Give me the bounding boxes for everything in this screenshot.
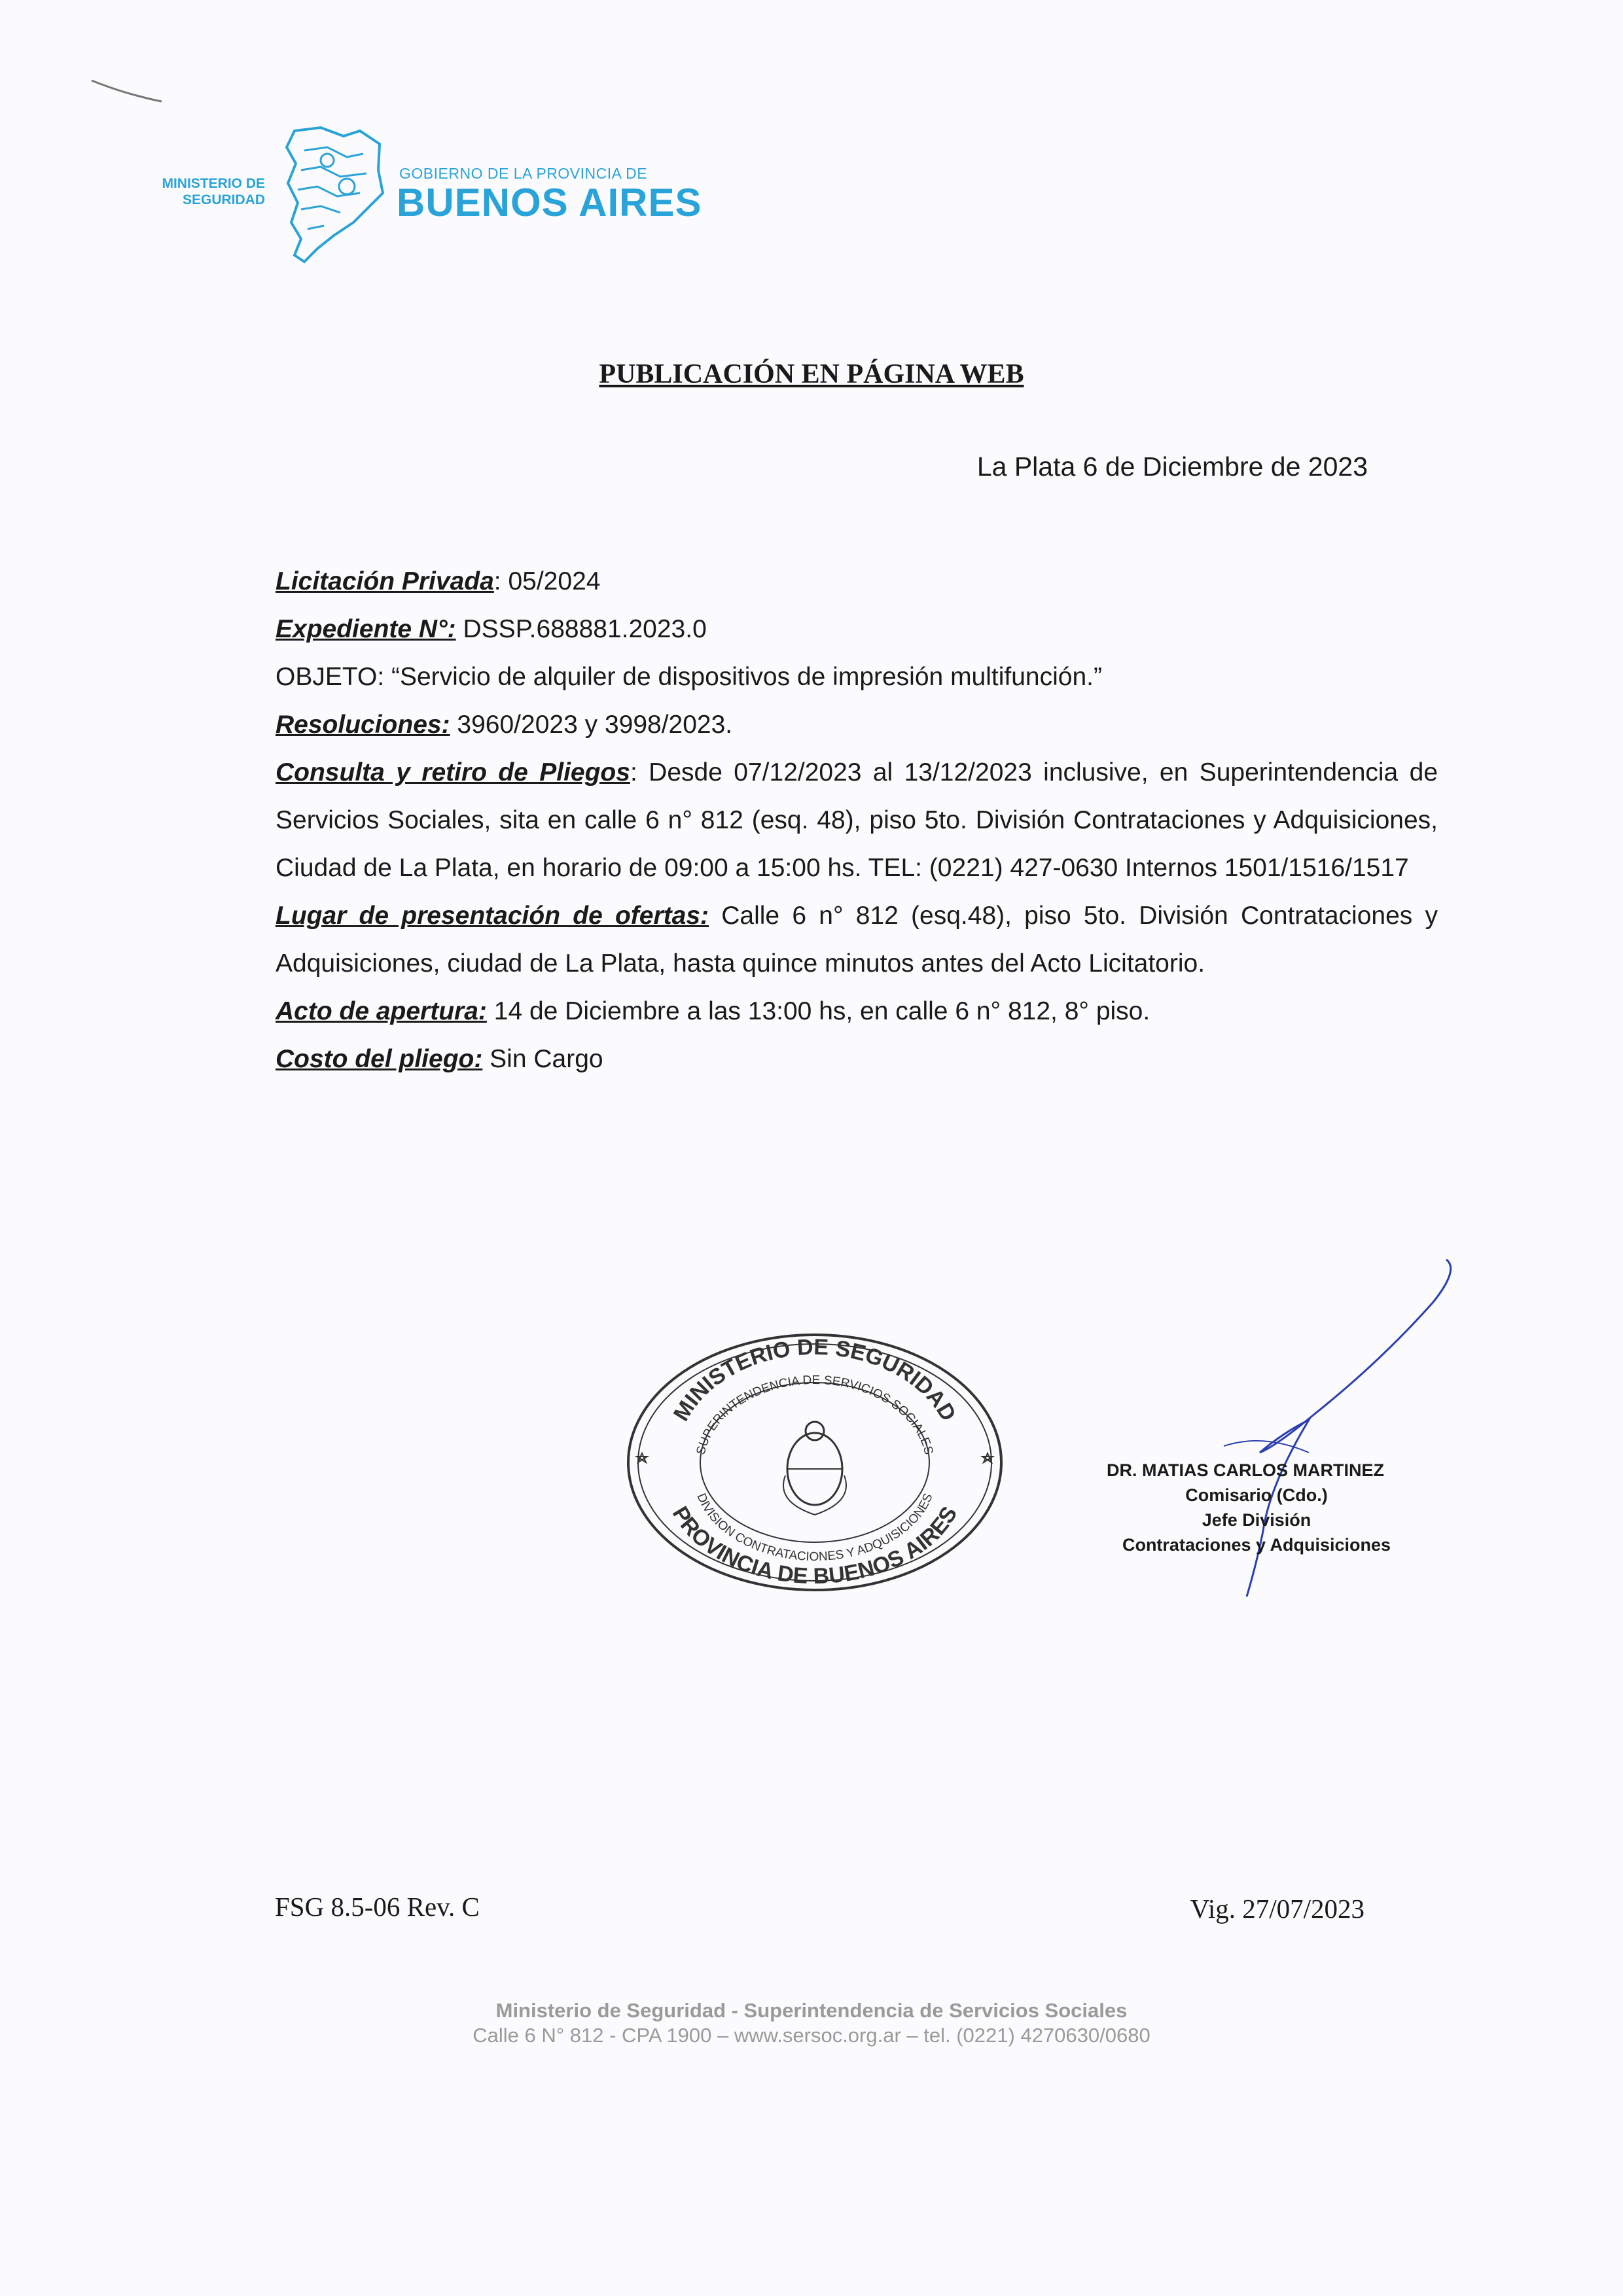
ministry-logo-text xyxy=(147,175,265,208)
expediente-label: Expediente N°: xyxy=(276,615,456,643)
document-date: La Plata 6 de Diciembre de 2023 xyxy=(976,451,1368,482)
resoluciones-value: 3960/2023 y 3998/2023. xyxy=(457,711,733,739)
tender-details xyxy=(276,557,1438,1083)
licitacion-value: 05/2024 xyxy=(508,567,601,595)
licitacion-row xyxy=(276,557,1438,605)
government-line: GOBIERNO DE LA PROVINCIA DE xyxy=(399,165,648,182)
signatory-name: DR. MATIAS CARLOS MARTINEZ xyxy=(1107,1460,1384,1480)
validity-date: Vig. 27/07/2023 xyxy=(1190,1894,1364,1924)
expediente-sep xyxy=(456,615,463,643)
consulta-sep: : xyxy=(630,758,649,786)
signatory-block xyxy=(1093,1458,1420,1557)
acto-row xyxy=(276,987,1438,1035)
province-name: BUENOS AIRES xyxy=(397,181,702,224)
costo-row xyxy=(276,1035,1438,1083)
acto-label: Acto de apertura: xyxy=(276,997,487,1025)
acto-sep xyxy=(487,997,494,1025)
consulta-label: Consulta y retiro de Pliegos xyxy=(276,758,630,786)
footer-address: Calle 6 N° 812 - CPA 1900 – www.sersoc.org.ar – tel. (0221) 4270630/0680 xyxy=(473,2024,1150,2047)
resoluciones-label: Resoluciones: xyxy=(276,711,450,739)
handwritten-signature xyxy=(1185,1256,1466,1623)
expediente-value: DSSP.688881.2023.0 xyxy=(463,615,707,643)
lugar-value: Calle 6 n° 812 (esq.48), piso 5to. División Contrataciones y Adquisiciones, ciudad de La Plata, hasta quince minutos antes del Acto Licitatorio. xyxy=(276,902,1438,978)
expediente-row xyxy=(276,605,1438,653)
costo-label: Costo del pliego: xyxy=(276,1045,483,1073)
objeto-row: OBJETO: “Servicio de alquiler de dispositivos de impresión multifunción.” xyxy=(276,663,1102,691)
signatory-rank: Comisario (Cdo.) xyxy=(1185,1485,1328,1505)
pen-mark xyxy=(88,75,167,108)
svg-text:SUPERINTENDENCIA DE SERVICIOS xyxy=(694,1373,936,1456)
seal-outer-bottom: PROVINCIA DE BUENOS AIRES xyxy=(667,1502,963,1589)
province-map-logo-icon xyxy=(281,124,386,265)
licitacion-sep: : xyxy=(493,567,508,595)
licitacion-label: Licitación Privada xyxy=(276,567,494,595)
consulta-value: Desde 07/12/2023 al 13/12/2023 inclusive, en Superintendencia de Servicios Sociales, sita en calle 6 n° 812 (esq. 48), piso 5to. División Contrataciones y Adquisiciones, Ciudad de La Plata, en horario de 09:00 a 15:00 hs. TEL: (0221) 427-0630 Internos 1501/1516/1517 xyxy=(276,758,1438,882)
seal-outer-top: MINISTERIO DE SEGURIDAD xyxy=(668,1334,961,1426)
signatory-department: Contrataciones y Adquisiciones xyxy=(1122,1535,1391,1555)
lugar-label: Lugar de presentación de ofertas: xyxy=(276,902,709,930)
seal-inner-bottom: DIVISION CONTRATACIONES Y ADQUISICIONES xyxy=(694,1491,936,1564)
acto-value: 14 de Diciembre a las 13:00 hs, en calle 6 n° 812, 8° piso. xyxy=(493,997,1150,1025)
ministry-line-1: MINISTERIO DE xyxy=(162,176,265,191)
costo-sep xyxy=(482,1045,490,1073)
seal-inner-top: SUPERINTENDENCIA DE SERVICIOS SOCIALES xyxy=(694,1373,936,1457)
form-code: FSG 8.5-06 Rev. C xyxy=(275,1892,480,1922)
consulta-row xyxy=(276,749,1438,892)
signatory-position: Jefe División xyxy=(1202,1510,1311,1530)
national-coat-of-arms-icon xyxy=(783,1422,846,1515)
costo-value: Sin Cargo xyxy=(490,1045,603,1073)
lugar-sep xyxy=(709,902,721,930)
lugar-row xyxy=(276,892,1438,987)
footer-organization: Ministerio de Seguridad - Superintendencia de Servicios Sociales xyxy=(495,1999,1128,2022)
page-title: PUBLICACIÓN EN PÁGINA WEB xyxy=(599,359,1024,389)
official-seal-stamp xyxy=(618,1325,1011,1600)
resoluciones-row xyxy=(276,701,1438,749)
ministry-line-2: SEGURIDAD xyxy=(182,192,265,207)
resoluciones-sep xyxy=(450,711,457,739)
